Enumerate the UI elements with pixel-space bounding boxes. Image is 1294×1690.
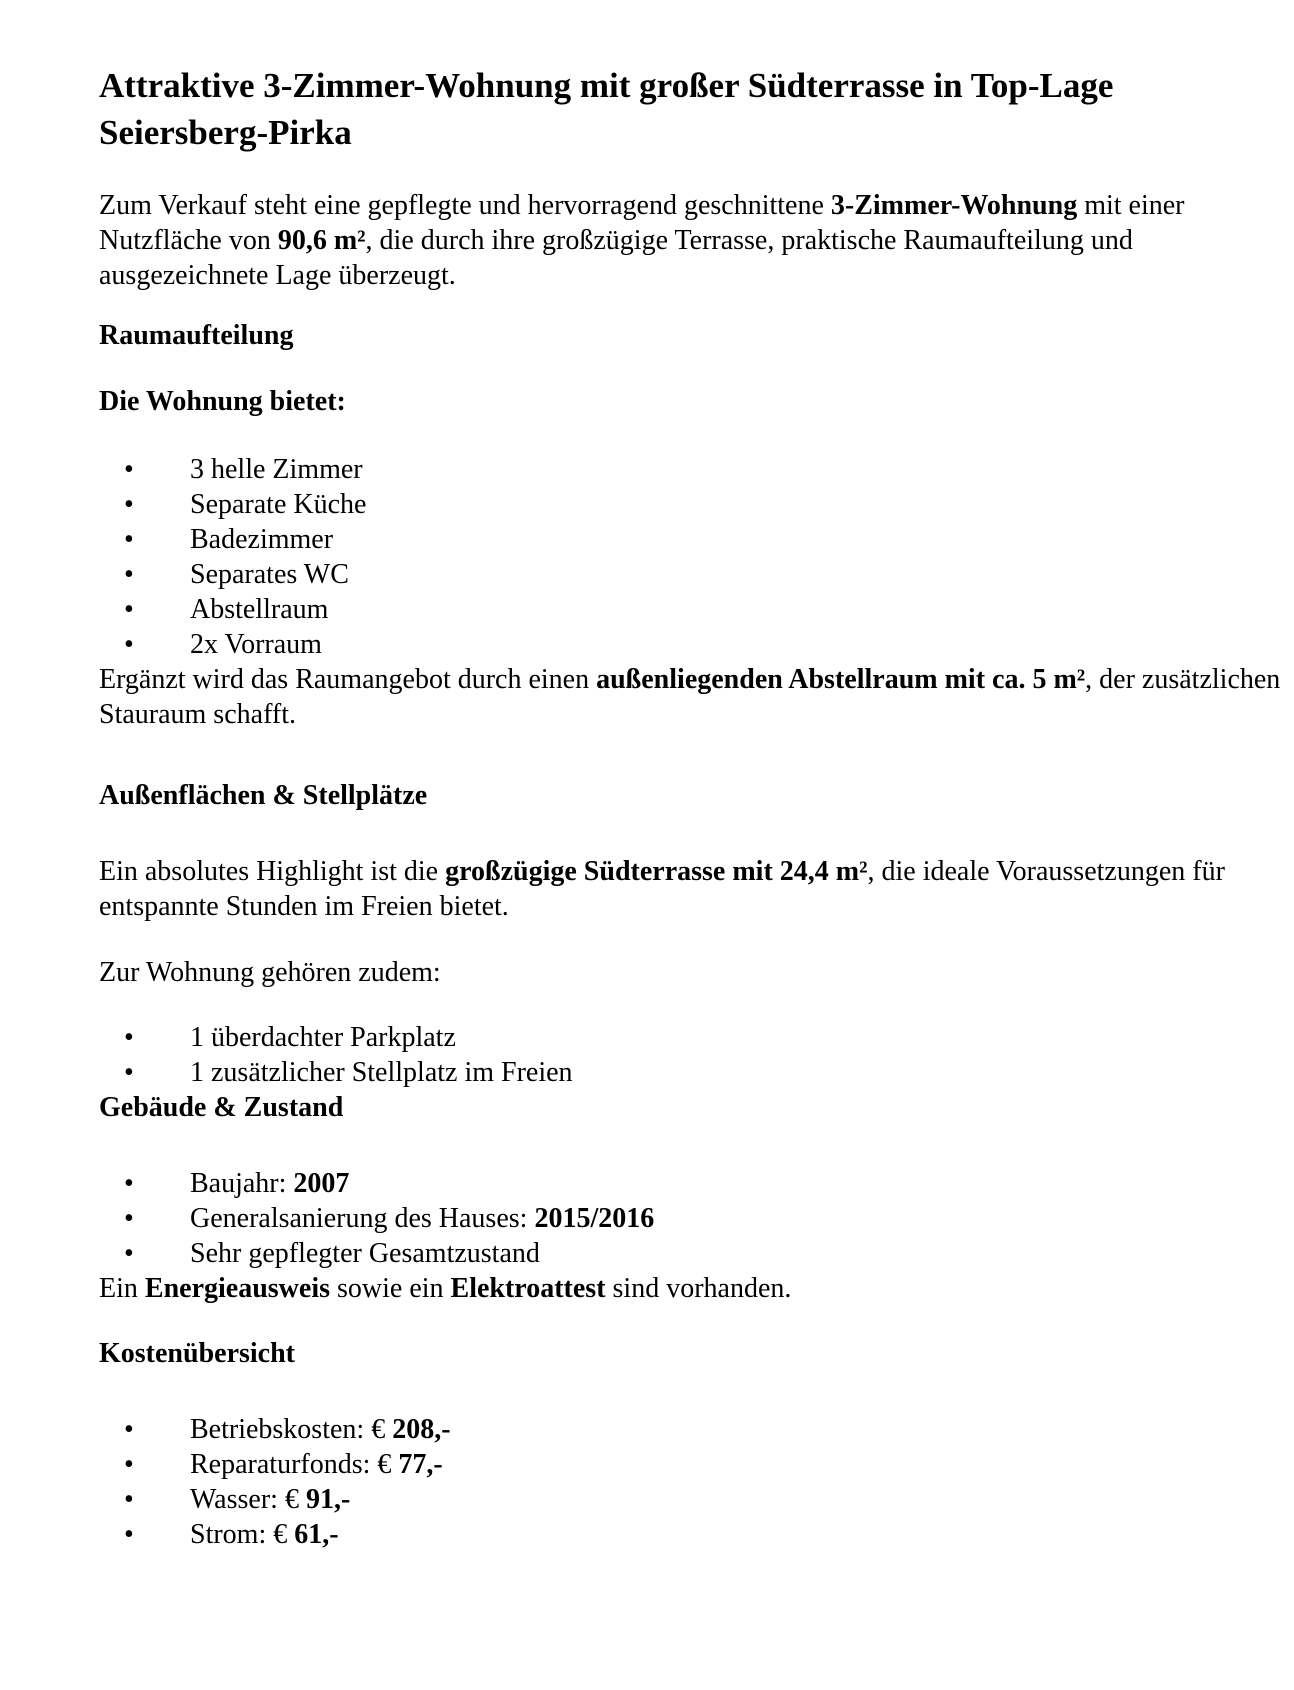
list-item: • 1 zusätzlicher Stellplatz im Freien xyxy=(99,1055,1284,1090)
list-item xyxy=(99,1482,1284,1517)
heading-aussenflaechen: Außenflächen & Stellplätze xyxy=(99,780,428,811)
terrace-text-1: Ein absolutes Highlight ist die xyxy=(99,856,446,887)
list-item xyxy=(99,1166,1284,1201)
item-value: 2007 xyxy=(293,1168,350,1199)
cost-label: Betriebskosten: € xyxy=(190,1414,393,1445)
storage-bold: außenliegenden Abstellraum mit ca. 5 m² xyxy=(596,664,1086,695)
cert-bold-electro: Elektroattest xyxy=(450,1273,606,1304)
cert-text-2: sowie ein xyxy=(330,1273,451,1304)
cost-value: 208,- xyxy=(392,1414,451,1445)
parking-intro: Zur Wohnung gehören zudem: xyxy=(99,957,441,988)
list-item xyxy=(99,1201,1284,1236)
cert-bold-energy: Energieausweis xyxy=(144,1273,330,1304)
cost-value: 91,- xyxy=(305,1484,351,1515)
intro-bold-rooms: 3-Zimmer-Wohnung xyxy=(830,190,1078,221)
cost-label: Wasser: € xyxy=(190,1484,306,1515)
list-item: • 2x Vorraum xyxy=(99,627,1284,662)
list-item: • Badezimmer xyxy=(99,522,1284,557)
storage-text-2: , der zusätzlichen Stauraum schafft. xyxy=(99,664,1281,730)
intro-text-2: mit einer Nutzfläche von xyxy=(99,190,1185,256)
terrace-text-2: , die ideale Voraussetzungen für entspannte Stunden im Freien bietet. xyxy=(99,856,1225,922)
storage-note xyxy=(99,662,1284,732)
item-label: Baujahr: xyxy=(190,1168,294,1199)
list-item: • 1 überdachter Parkplatz xyxy=(99,1020,1284,1055)
item-label: Generalsanierung des Hauses: xyxy=(190,1203,535,1234)
heading-gebaeude: Gebäude & Zustand xyxy=(99,1092,344,1123)
page-title: Attraktive 3-Zimmer-Wohnung mit großer Südterrasse in Top-Lage Seiersberg-Pirka xyxy=(99,66,1114,152)
cost-label: Reparaturfonds: € xyxy=(190,1449,399,1480)
certificates-note xyxy=(99,1271,1284,1306)
item-value: 2015/2016 xyxy=(534,1203,655,1234)
costs-list xyxy=(99,1412,1284,1552)
building-list xyxy=(99,1166,1284,1271)
list-item xyxy=(99,1236,1284,1271)
list-item xyxy=(99,1412,1284,1447)
terrace-paragraph xyxy=(99,854,1284,924)
heading-kosten: Kostenübersicht xyxy=(99,1338,295,1369)
intro-paragraph xyxy=(99,188,1284,293)
intro-text-1: Zum Verkauf steht eine gepflegte und hervorragend geschnittene xyxy=(99,190,831,221)
subheading-wohnung-bietet: Die Wohnung bietet: xyxy=(99,386,346,417)
list-item: • Abstellraum xyxy=(99,592,1284,627)
list-item: • 3 helle Zimmer xyxy=(99,452,1284,487)
cost-label: Strom: € xyxy=(190,1519,295,1550)
cost-value: 61,- xyxy=(294,1519,339,1550)
cost-value: 77,- xyxy=(398,1449,443,1480)
list-item: • Separates WC xyxy=(99,557,1284,592)
storage-text-1: Ergänzt wird das Raumangebot durch einen xyxy=(99,664,597,695)
list-item xyxy=(99,1517,1284,1552)
list-item: • Separate Küche xyxy=(99,487,1284,522)
cert-text-3: sind vorhanden. xyxy=(605,1273,792,1304)
list-item xyxy=(99,1447,1284,1482)
heading-raumaufteilung: Raumaufteilung xyxy=(99,320,294,351)
intro-bold-area: 90,6 m² xyxy=(277,225,366,256)
cert-text-1: Ein xyxy=(99,1273,145,1304)
parking-list xyxy=(99,1020,1284,1090)
intro-text-3: , die durch ihre großzügige Terrasse, praktische Raumaufteilung und ausgezeichnete Lage überzeugt. xyxy=(99,225,1133,291)
terrace-bold: großzügige Südterrasse mit 24,4 m² xyxy=(445,856,868,887)
item-label: Sehr gepflegter Gesamtzustand xyxy=(190,1238,540,1269)
room-list xyxy=(99,452,1284,662)
